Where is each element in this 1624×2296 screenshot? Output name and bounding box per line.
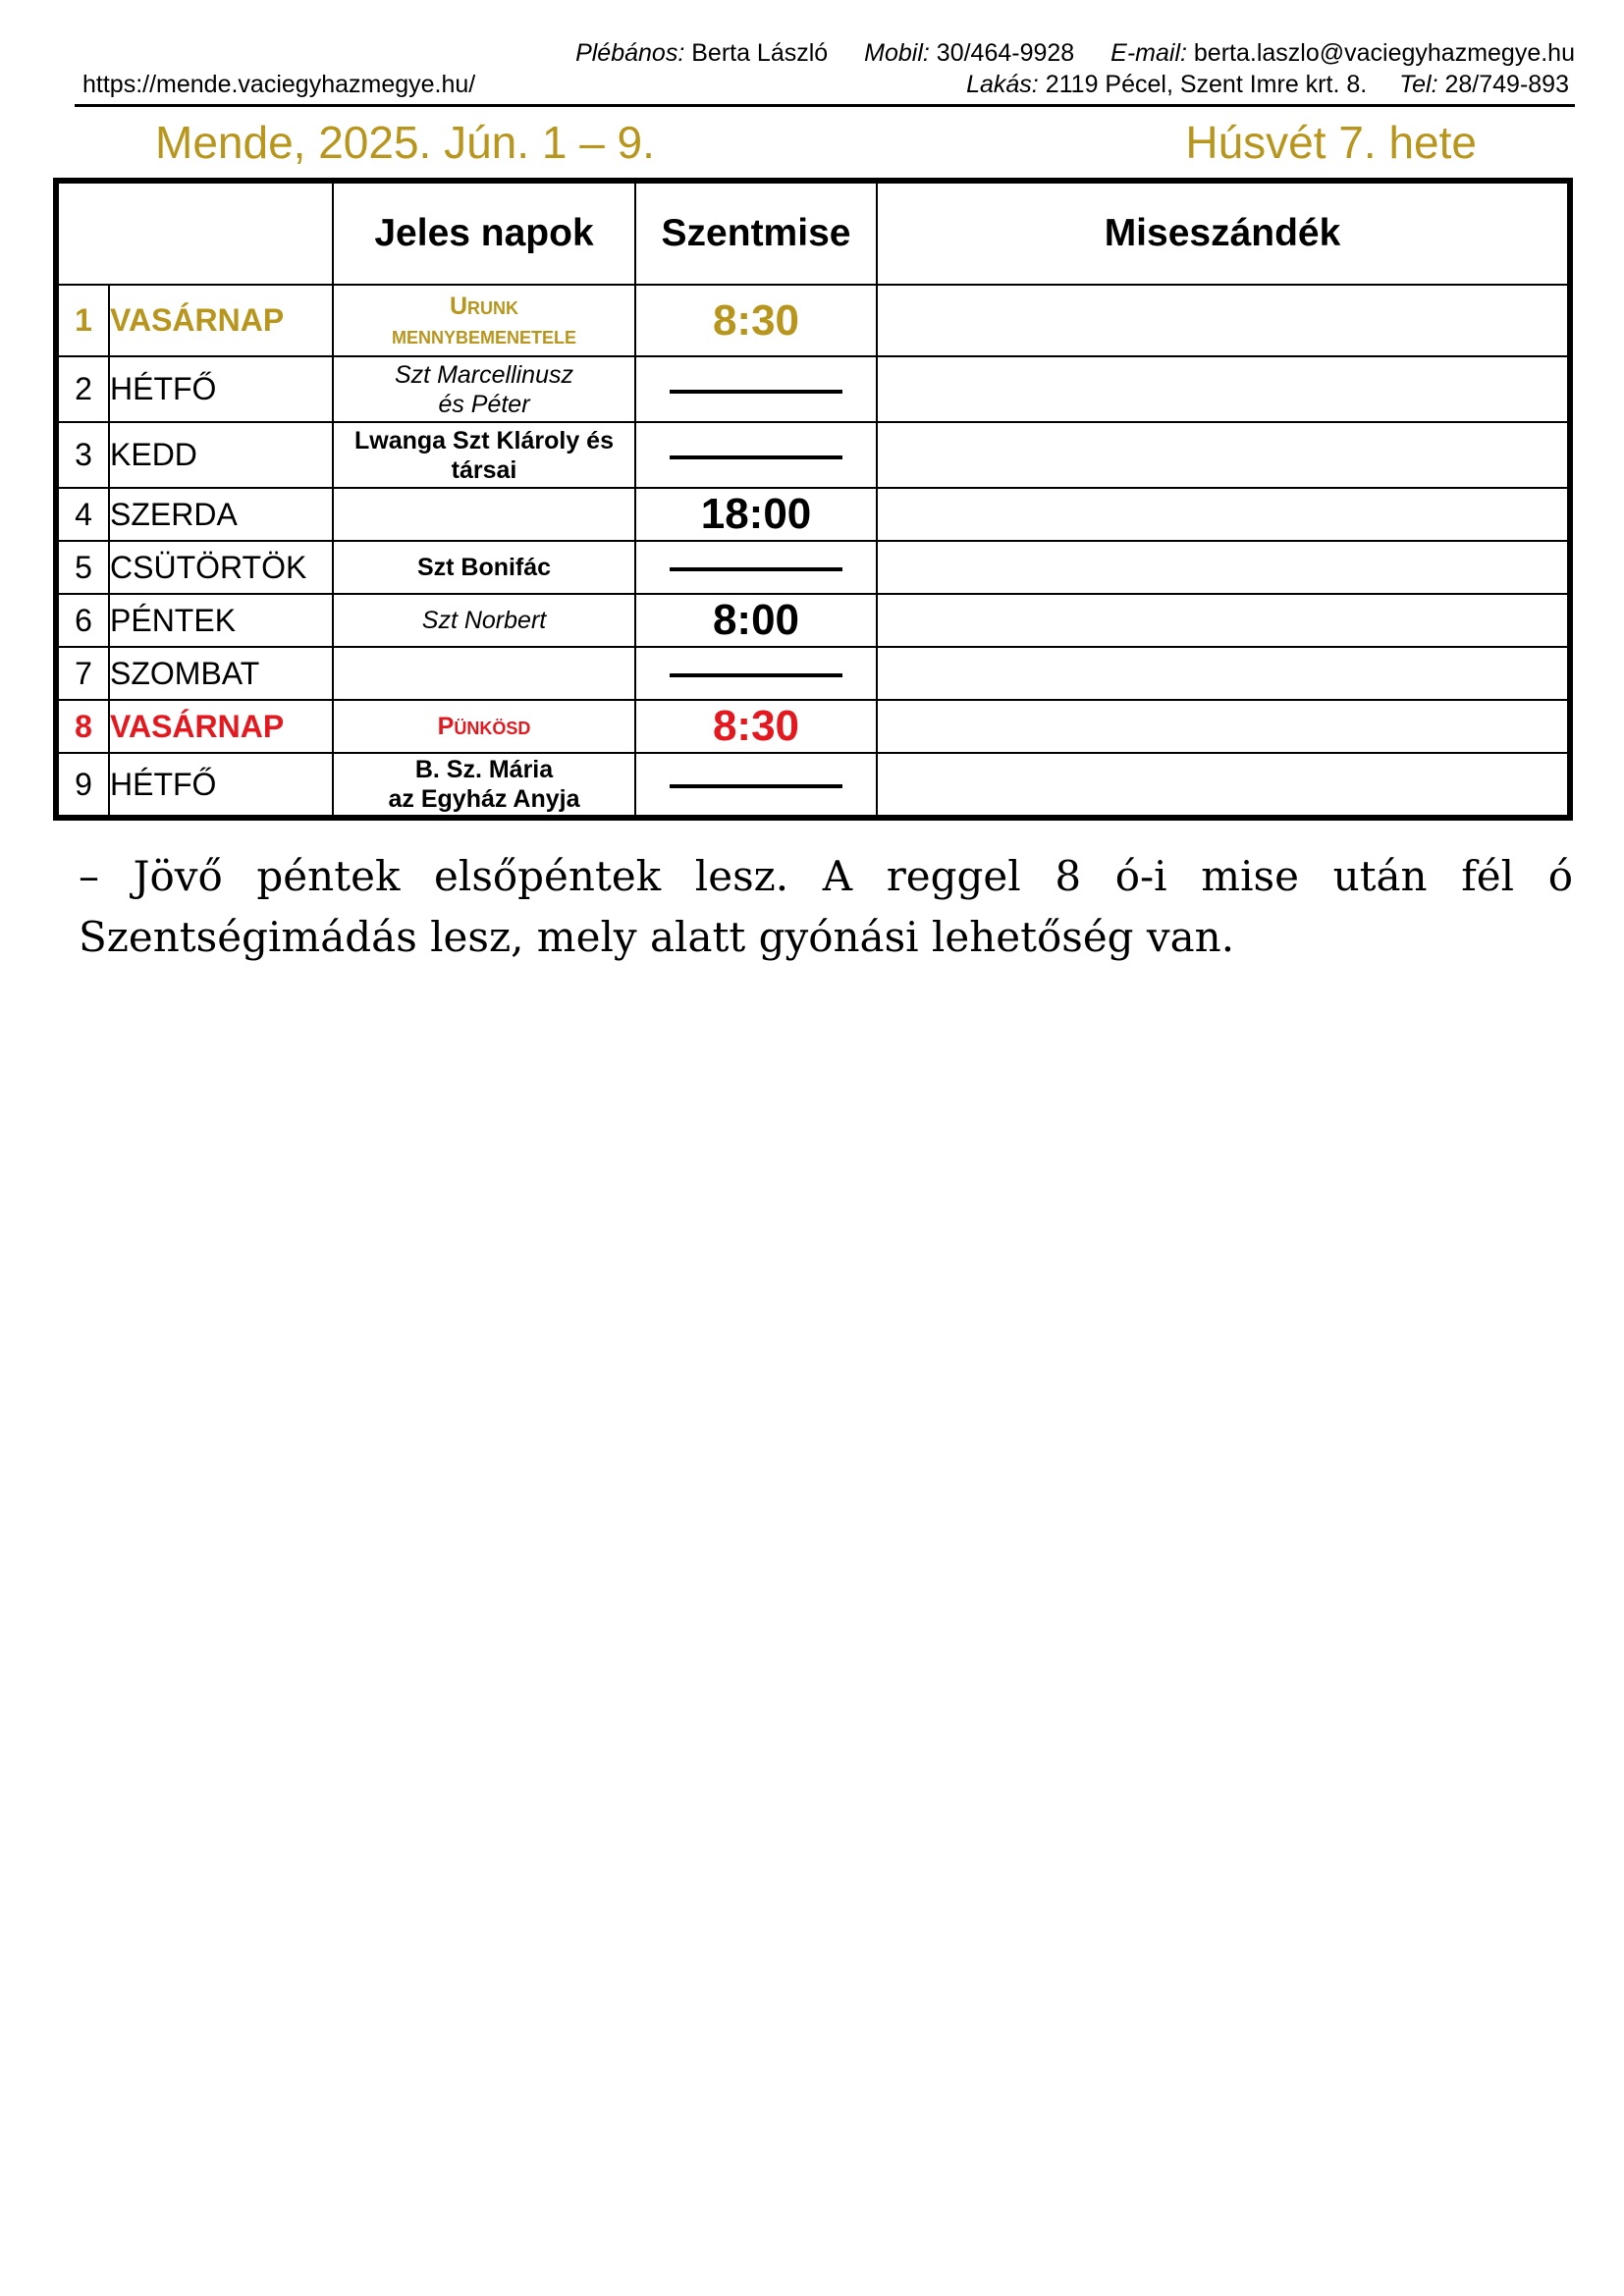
day-name: KEDD [109, 422, 333, 488]
priest-name: Berta László [691, 39, 829, 67]
feast-cell [333, 285, 635, 356]
email-address: berta.laszlo@vaciegyhazmegye.hu [1193, 39, 1575, 67]
feast-cell [333, 488, 635, 541]
feast-line: társai [451, 455, 517, 484]
no-mass-dash [670, 390, 842, 394]
feast-line: mennybemenetele [391, 321, 576, 349]
day-number: 9 [56, 753, 109, 818]
feast-line: Urunk [449, 292, 519, 320]
address-block [966, 71, 1569, 99]
feast-cell [333, 700, 635, 753]
intent-cell [877, 356, 1570, 422]
day-name: SZOMBAT [109, 647, 333, 700]
table-row [56, 753, 1570, 818]
intent-cell [877, 488, 1570, 541]
day-number: 5 [56, 541, 109, 594]
mass-schedule-table [53, 178, 1573, 821]
table-row [56, 422, 1570, 488]
mass-cell [635, 356, 877, 422]
feast-cell [333, 422, 635, 488]
website-url: https://mende.vaciegyhazmegye.hu/ [82, 71, 476, 98]
intent-cell [877, 647, 1570, 700]
header-contact-line [75, 39, 1575, 68]
feast-line: az Egyház Anyja [388, 785, 580, 813]
header-intent: Miseszándék [877, 181, 1570, 285]
address-label: Lakás: [966, 71, 1039, 98]
day-number: 7 [56, 647, 109, 700]
mass-time: 8:00 [635, 594, 877, 647]
mass-cell [635, 541, 877, 594]
announcement-text: – Jövő péntek elsőpéntek lesz. A reggel 8 ó-i mise után fél ó Szentségimádás lesz, mely alatt gyónási lehetőség van. [79, 852, 1573, 961]
mobile-number: 30/464-9928 [936, 39, 1075, 67]
tel-label: Tel: [1399, 71, 1438, 98]
no-mass-dash [670, 784, 842, 788]
table-row [56, 541, 1570, 594]
table-row [56, 594, 1570, 647]
day-name: VASÁRNAP [109, 285, 333, 356]
day-name: HÉTFŐ [109, 356, 333, 422]
feast-cell [333, 594, 635, 647]
table-header-row [56, 181, 1570, 285]
intent-cell [877, 422, 1570, 488]
intent-cell [877, 541, 1570, 594]
priest-label: Plébános: [575, 39, 685, 67]
day-name: CSÜTÖRTÖK [109, 541, 333, 594]
feast-line: Szt Norbert [421, 607, 547, 634]
day-number: 2 [56, 356, 109, 422]
no-mass-dash [670, 673, 842, 677]
mass-time: 8:30 [635, 285, 877, 356]
no-mass-dash [670, 567, 842, 571]
header-feast: Jeles napok [333, 181, 635, 285]
no-mass-dash [670, 455, 842, 459]
table-row [56, 488, 1570, 541]
table-row [56, 647, 1570, 700]
header-mass: Szentmise [635, 181, 877, 285]
page-title: Mende, 2025. Jún. 1 – 9. [155, 117, 655, 168]
table-row [56, 356, 1570, 422]
feast-line: Szt Marcellinusz [395, 360, 573, 389]
intent-cell [877, 753, 1570, 818]
feast-line: B. Sz. Mária [414, 756, 554, 783]
feast-cell [333, 753, 635, 818]
feast-line: és Péter [438, 390, 530, 418]
day-number: 3 [56, 422, 109, 488]
day-number: 6 [56, 594, 109, 647]
mass-time: 8:30 [635, 700, 877, 753]
header-address-line [75, 71, 1575, 107]
address-text: 2119 Pécel, Szent Imre krt. 8. [1045, 71, 1368, 98]
day-name: HÉTFŐ [109, 753, 333, 818]
table-row [56, 285, 1570, 356]
day-number: 1 [56, 285, 109, 356]
mass-time: 18:00 [635, 488, 877, 541]
mass-cell [635, 753, 877, 818]
feast-cell [333, 647, 635, 700]
intent-cell [877, 700, 1570, 753]
day-number: 4 [56, 488, 109, 541]
feast-line: Lwanga Szt Klároly és [354, 426, 614, 454]
feast-line: Szt Bonifác [416, 554, 552, 581]
email-label: E-mail: [1110, 39, 1187, 67]
intent-cell [877, 594, 1570, 647]
tel-number: 28/749-893 [1444, 71, 1569, 98]
day-name: PÉNTEK [109, 594, 333, 647]
day-name: VASÁRNAP [109, 700, 333, 753]
mass-cell [635, 422, 877, 488]
intent-cell [877, 285, 1570, 356]
mobile-label: Mobil: [864, 39, 930, 67]
mass-cell [635, 647, 877, 700]
day-number: 8 [56, 700, 109, 753]
day-name: SZERDA [109, 488, 333, 541]
feast-line: Pünkösd [437, 713, 531, 740]
liturgical-week: Húsvét 7. hete [1185, 117, 1477, 168]
table-row [56, 700, 1570, 753]
feast-cell [333, 356, 635, 422]
header-day [56, 181, 333, 285]
feast-cell [333, 541, 635, 594]
